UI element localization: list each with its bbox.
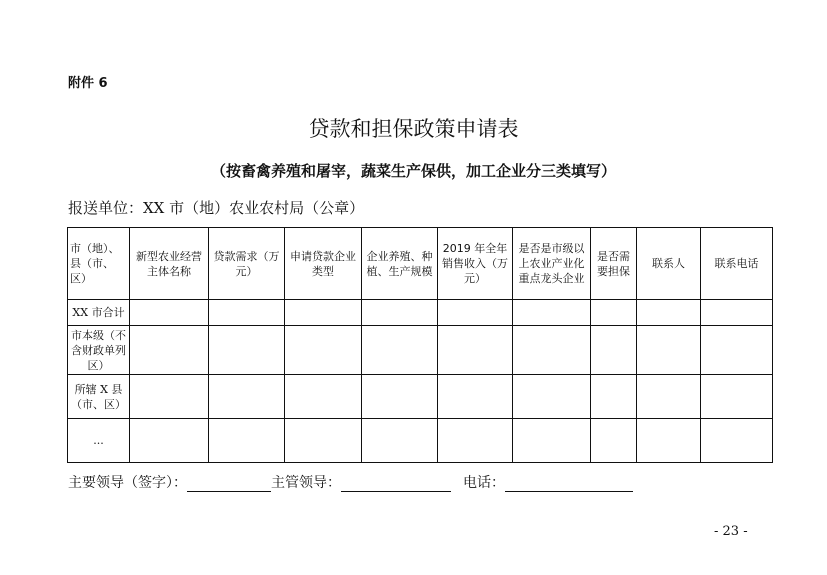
cell[interactable]	[438, 375, 513, 419]
cell[interactable]	[591, 419, 637, 463]
cell[interactable]	[637, 300, 701, 326]
cell[interactable]	[591, 375, 637, 419]
attachment-label: 附件 6	[68, 76, 108, 91]
cell[interactable]	[701, 326, 773, 375]
cell[interactable]	[130, 300, 209, 326]
phone-field[interactable]	[505, 475, 633, 492]
row-label: 市本级（不含财政单列区）	[68, 326, 130, 375]
signature-line	[68, 472, 633, 492]
table-row	[68, 419, 773, 463]
cell[interactable]	[513, 419, 591, 463]
cell[interactable]	[701, 419, 773, 463]
header-sales-income: 2019 年全年销售收入（万元）	[438, 228, 513, 300]
cell[interactable]	[438, 326, 513, 375]
application-table	[67, 227, 773, 463]
cell[interactable]	[438, 419, 513, 463]
cell[interactable]	[209, 375, 285, 419]
cell[interactable]	[209, 326, 285, 375]
cell[interactable]	[209, 419, 285, 463]
cell[interactable]	[362, 300, 438, 326]
cell[interactable]	[285, 326, 362, 375]
row-label: XX 市合计	[68, 300, 130, 326]
cell[interactable]	[438, 300, 513, 326]
cell[interactable]	[285, 375, 362, 419]
header-leading-enterprise: 是否是市级以上农业产业化重点龙头企业	[513, 228, 591, 300]
cell[interactable]	[591, 326, 637, 375]
form-subtitle: （按畜禽养殖和屠宰，蔬菜生产保供，加工企业分三类填写）	[210, 162, 616, 180]
supervisor-field[interactable]	[341, 475, 451, 492]
header-scale: 企业养殖、种植、生产规模	[362, 228, 438, 300]
leader-signature-field[interactable]	[187, 475, 271, 492]
cell[interactable]	[209, 300, 285, 326]
cell[interactable]	[362, 419, 438, 463]
cell[interactable]	[362, 375, 438, 419]
cell[interactable]	[130, 419, 209, 463]
form-title: 贷款和担保政策申请表	[308, 117, 519, 141]
header-contact-person: 联系人	[637, 228, 701, 300]
cell[interactable]	[591, 300, 637, 326]
row-label: ...	[68, 419, 130, 463]
cell[interactable]	[130, 375, 209, 419]
row-label: 所辖 X 县（市、区）	[68, 375, 130, 419]
supervisor-label: 主管领导：	[271, 475, 341, 491]
header-enterprise-type: 申请贷款企业类型	[285, 228, 362, 300]
cell[interactable]	[637, 375, 701, 419]
reporting-unit: 报送单位：XX 市（地）农业农村局（公章）	[68, 199, 365, 217]
cell[interactable]	[285, 300, 362, 326]
cell[interactable]	[513, 326, 591, 375]
table-header-row	[68, 228, 773, 300]
page-number: - 23 -	[714, 524, 748, 539]
header-need-guarantee: 是否需要担保	[591, 228, 637, 300]
header-entity-name: 新型农业经营主体名称	[130, 228, 209, 300]
cell[interactable]	[637, 419, 701, 463]
table-row	[68, 300, 773, 326]
table-row	[68, 375, 773, 419]
cell[interactable]	[130, 326, 209, 375]
cell[interactable]	[701, 300, 773, 326]
cell[interactable]	[285, 419, 362, 463]
cell[interactable]	[362, 326, 438, 375]
header-loan-demand: 贷款需求（万元）	[209, 228, 285, 300]
cell[interactable]	[701, 375, 773, 419]
phone-label: 电话：	[463, 475, 505, 491]
header-region: 市（地）、县（市、区）	[68, 228, 130, 300]
table-row	[68, 326, 773, 375]
header-contact-phone: 联系电话	[701, 228, 773, 300]
cell[interactable]	[637, 326, 701, 375]
leader-label: 主要领导（签字）：	[68, 475, 187, 491]
cell[interactable]	[513, 375, 591, 419]
cell[interactable]	[513, 300, 591, 326]
